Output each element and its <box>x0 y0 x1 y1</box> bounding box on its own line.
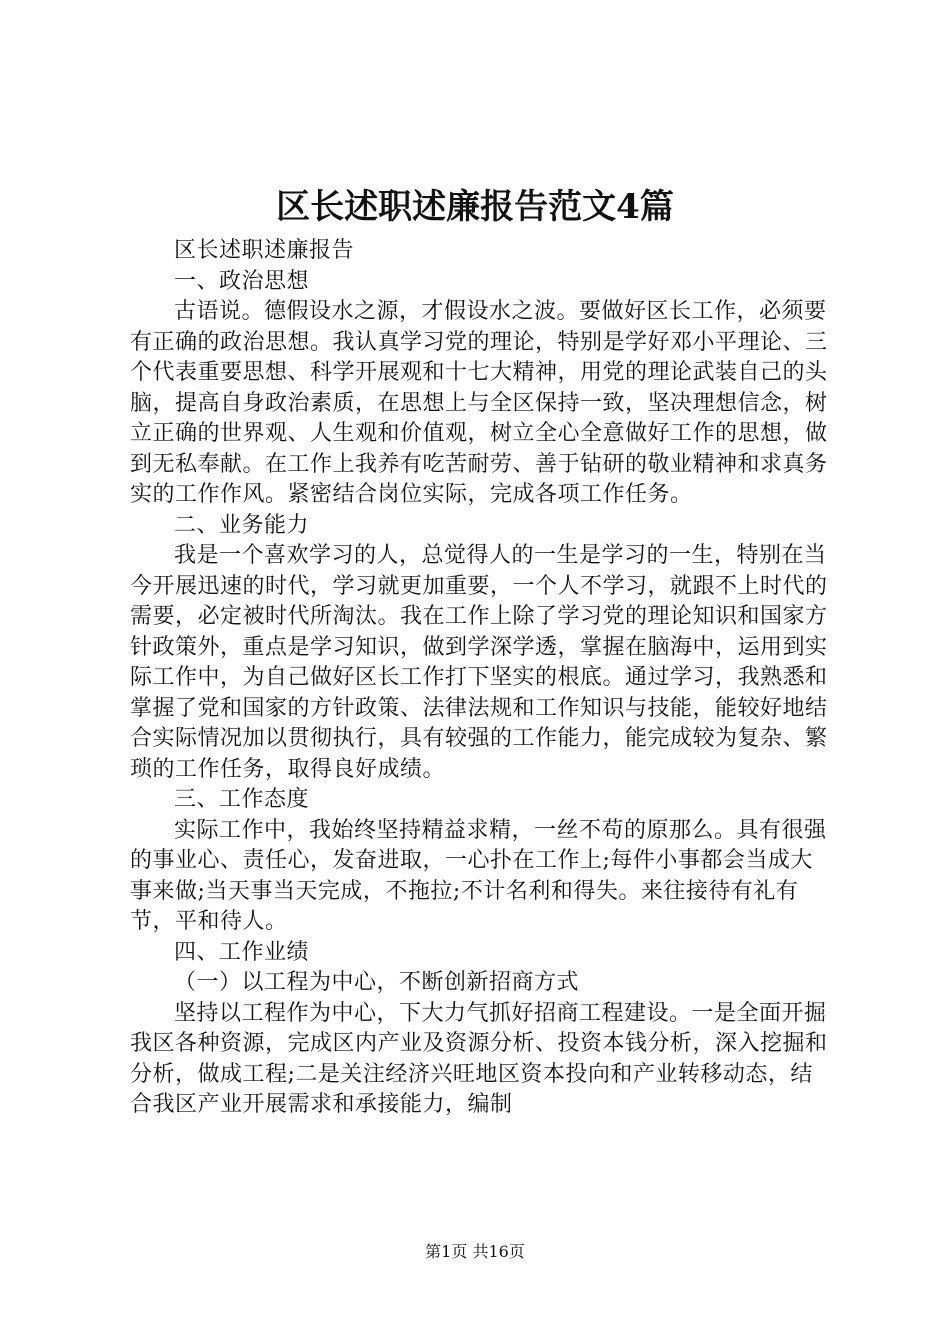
section-heading: 三、工作态度 <box>174 787 310 812</box>
page-footer: 第1页 共16页 <box>425 1242 525 1261</box>
document-body <box>130 236 830 1121</box>
section-heading: 四、工作业绩 <box>174 939 310 965</box>
section-heading: 一、政治思想 <box>174 268 310 294</box>
document-title: 区长述职述廉报告范文4篇 <box>276 187 674 227</box>
paragraph: 古语说。德假设水之源，才假设水之波。要做好区长工作，必须要有正确的政治思想。我认真学习党的理论，特别是学好邓小平理论、三个代表重要思想、科学开展观和十七大精神，用党的理论武装自己的头脑，提高自身政治素质，在思想上与全区保持一致，坚决理想信念，树立正确的世界观、人生观和价值观，树立全心全意做好工作的思想，做到无私奉献。在工作上我养有吃苦耐劳、善于钻研的敬业精神和求真务实的工作作风。紧密结合岗位实际，完成各项工作任务。 <box>130 299 828 507</box>
section-heading: 二、业务能力 <box>174 512 310 538</box>
paragraph: 我是一个喜欢学习的人，总觉得人的一生是学习的一生，特别在当今开展迅速的时代，学习就更加重要，一个人不学习，就跟不上时代的需要，必定被时代所淘汰。我在工作上除了学习党的理论知识和国家方针政策外，重点是学习知识，做到学深学透，掌握在脑海中，运用到实际工作中，为自己做好区长工作打下坚实的根底。通过学习，我熟悉和掌握了党和国家的方针政策、法律法规和工作知识与技能，能较好地结合实际情况加以贯彻执行，具有较强的工作能力，能完成较为复杂、繁琐的工作任务，取得良好成绩。 <box>130 543 828 782</box>
report-heading: 区长述职述廉报告 <box>174 238 355 263</box>
paragraph: 坚持以工程作为中心，下大力气抓好招商工程建设。一是全面开掘我区各种资源，完成区内产业及资源分析、投资本钱分析，深入挖掘和分析，做成工程;二是关注经济兴旺地区资本投向和产业转移动态，结合我区产业开展需求和承接能力，编制 <box>130 1000 828 1117</box>
paragraph: 实际工作中，我始终坚持精益求精，一丝不苟的原那么。具有很强的事业心、责任心，发奋进取，一心扑在工作上;每件小事都会当成大事来做;当天事当天完成，不拖拉;不计名利和得失。来往接待有礼有节，平和待人。 <box>130 817 827 934</box>
subsection-heading: （一）以工程为中心，不断创新招商方式 <box>174 970 580 995</box>
